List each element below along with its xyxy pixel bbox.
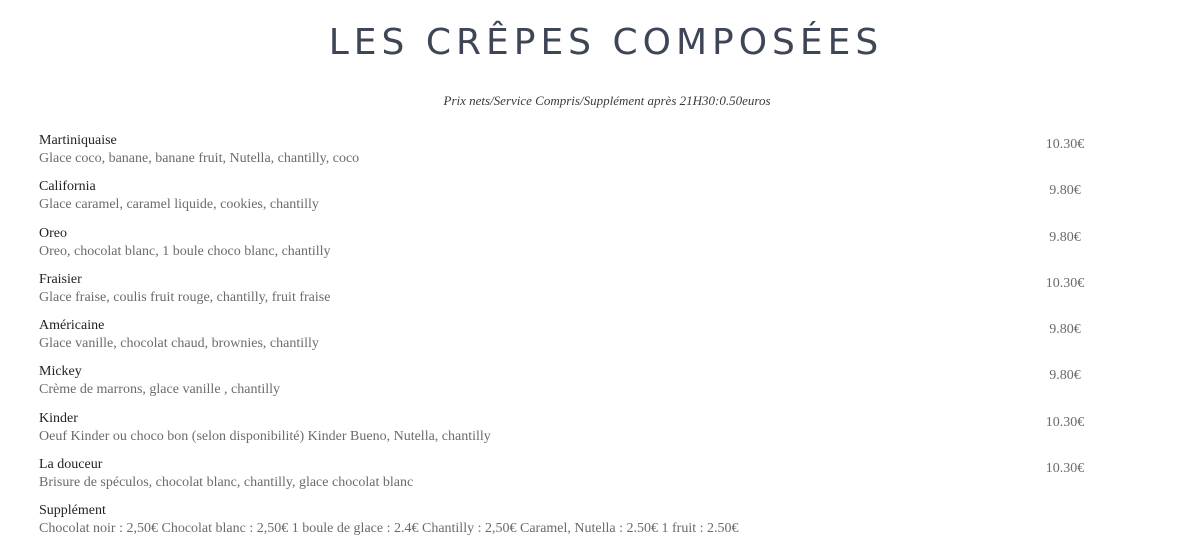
item-description: Glace coco, banane, banane fruit, Nutella, chantilly, coco <box>39 151 360 166</box>
menu-list <box>39 132 1119 549</box>
menu-item <box>39 225 1119 271</box>
item-name: California <box>39 179 96 195</box>
menu-item <box>39 317 1119 363</box>
item-description: Crème de marrons, glace vanille , chantilly <box>39 382 281 398</box>
item-description: Oeuf Kinder ou choco bon (selon disponibilité) Kinder Bueno, Nutella, chantilly <box>39 428 491 444</box>
item-description: Chocolat noir : 2,50€ Chocolat blanc : 2,50€ 1 boule de glace : 2.4€ Chantilly : 2,50€ Caramel, Nutella : 2.50€ 1 fruit : 2.50€ <box>39 521 739 537</box>
item-price: 9.80€ <box>1049 183 1081 199</box>
item-price: 10.30€ <box>1045 461 1085 477</box>
item-price: 10.30€ <box>1045 137 1085 152</box>
item-description: Oreo, chocolat blanc, 1 boule choco blanc, chantilly <box>39 243 331 259</box>
item-name: Américaine <box>39 318 105 334</box>
item-description: Glace vanille, chocolat chaud, brownies, chantilly <box>39 336 319 352</box>
item-description: Brisure de spéculos, chocolat blanc, chantilly, glace chocolat blanc <box>39 475 414 491</box>
menu-item <box>39 456 1119 502</box>
menu-item <box>39 178 1119 224</box>
supplement-item <box>39 502 1119 548</box>
item-description: Glace caramel, caramel liquide, cookies, chantilly <box>39 197 319 213</box>
price-note: Prix nets/Service Compris/Supplément après 21H30:0.50euros <box>443 93 771 108</box>
item-name: Martiniquaise <box>39 133 117 148</box>
item-name: Supplément <box>39 503 106 519</box>
item-price: 9.80€ <box>1049 322 1081 338</box>
menu-item <box>39 271 1119 317</box>
menu-item <box>39 410 1119 456</box>
item-name: Kinder <box>39 410 78 426</box>
item-name: Mickey <box>39 364 82 380</box>
item-name: La douceur <box>39 457 103 473</box>
item-price: 9.80€ <box>1049 368 1081 384</box>
item-name: Oreo <box>39 225 67 241</box>
item-description: Glace fraise, coulis fruit rouge, chantilly, fruit fraise <box>39 289 331 305</box>
menu-item <box>39 132 1119 178</box>
item-name: Fraisier <box>39 271 82 287</box>
item-price: 9.80€ <box>1049 229 1081 245</box>
menu-item <box>39 363 1119 409</box>
page-title: LES CRÊPES COMPOSÉES <box>328 22 884 63</box>
item-price: 10.30€ <box>1045 414 1085 430</box>
item-price: 10.30€ <box>1045 275 1085 291</box>
